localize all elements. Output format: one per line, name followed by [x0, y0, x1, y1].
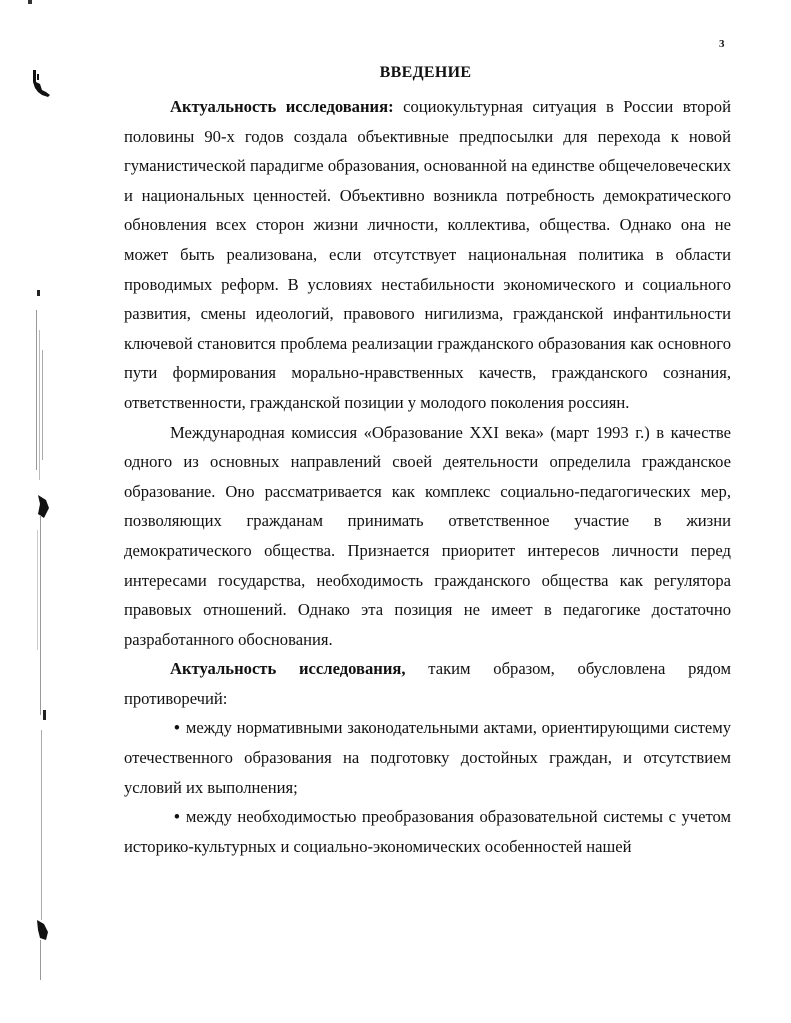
list-item-text: между необходимостью преобразования образовательной системы с учетом историко-культурных и социально-экономических особенностей нашей [124, 807, 731, 856]
paragraph-text: социокультурная ситуация в России второй половины 90-х годов создала объективные предпосылки для перехода к новой гуманистической парадигме образования, основанной на единстве общечеловеческих и национальных ценностей. Объективно возникла потребность демократического обновления всех сторон жизни личности, коллектива, общества. Однако она не может быть реализована, если отсутствует национальная политика в области проводимых реформ. В условиях нестабильности экономического и социального развития, смены идеологий, правового нигилизма, гражданской инфантильности ключевой становится проблема реализации гражданского образования как основного пути формирования морально-нравственных качеств, гражданского сознания, ответственности, гражданской позиции у молодого поколения россиян. [124, 97, 731, 412]
paragraph-relevance [124, 92, 731, 418]
list-item-text: между нормативными законодательными актами, ориентирующими систему отечественного образования на подготовку достойных граждан, и отсутствием условий их выполнения; [124, 718, 731, 797]
page-title: ВВЕДЕНИЕ [379, 64, 472, 81]
paragraph-text: таким образом, обусловлена рядом противоречий: [124, 659, 731, 708]
paragraph-text: Международная комиссия «Образование XXI века» (март 1993 г.) в качестве одного из основных направлений своей деятельности определила гражданское образование. Оно рассматривается как комплекс социально-педагогических мер, позволяющих гражданам принимать ответственное участие в жизни демократического общества. Признается приоритет интересов личности перед интересами государства, необходимость гражданского общества как регулятора правовых отношений. Однако эта позиция не имеет в педагогике достаточно разработанного обоснования. [124, 422, 731, 649]
scan-speck [28, 0, 32, 4]
paragraph-commission [124, 418, 731, 655]
paragraph-contradictions [124, 654, 731, 713]
list-item [124, 802, 731, 861]
scan-artifact-edge [34, 290, 50, 980]
bullet-icon: • [174, 718, 180, 738]
paragraph-lead: Актуальность исследования: [170, 97, 394, 116]
bullet-icon: • [174, 807, 180, 827]
page-number: 3 [719, 38, 725, 50]
document-body [124, 92, 731, 861]
list-item [124, 713, 731, 802]
paragraph-lead: Актуальность исследования, [170, 659, 406, 679]
